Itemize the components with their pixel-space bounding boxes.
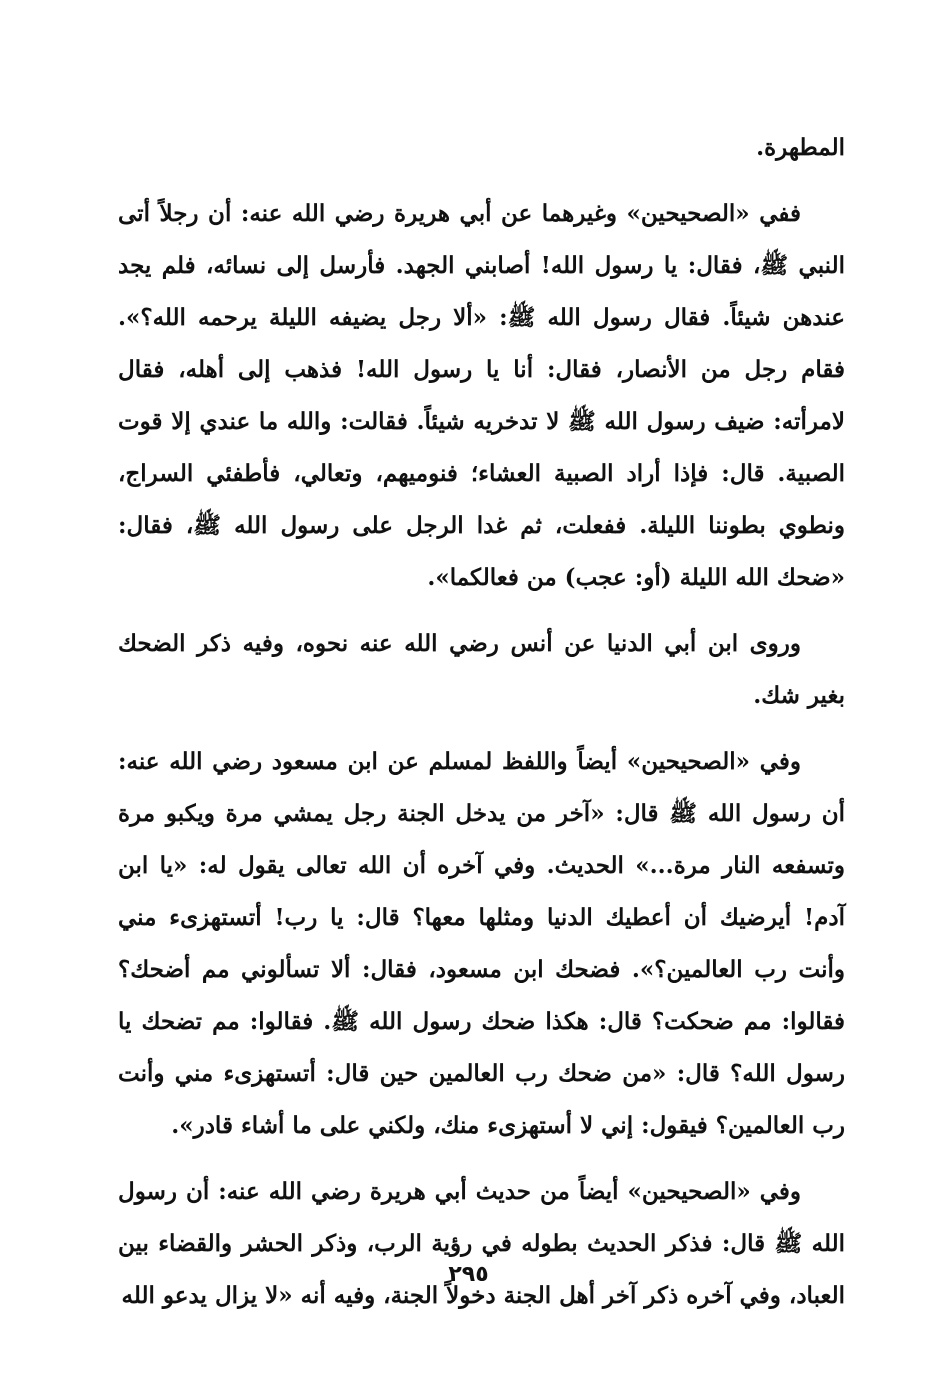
paragraph-continuation: المطهرة.	[756, 134, 845, 161]
paragraph-abu-hurayra: وفي «الصحيحين» أيضاً من حديث أبي هريرة رضي الله عنه: أن رسول الله ﷺ قال: فذكر الحديث بطوله في رؤية الرب، وذكر الحشر والقضاء بين العباد، وفي آخره ذكر آخر أهل الجنة دخولاً الجنة، وفيه أنه «لا يزال يدعو الله	[118, 1178, 845, 1309]
paragraph-ibn-abi-dunya: وروى ابن أبي الدنيا عن أنس رضي الله عنه نحوه، وفيه ذكر الضحك بغير شك.	[118, 630, 845, 709]
page-number: ٢٩٥	[448, 1262, 489, 1287]
paragraph-hadith-guest: ففي «الصحيحين» وغيرهما عن أبي هريرة رضي الله عنه: أن رجلاً أتى النبي ﷺ، فقال: يا رسول الله! أصابني الجهد. فأرسل إلى نسائه، فلم يجد عندهن شيئاً. فقال رسول الله ﷺ: «ألا رجل يضيفه الليلة يرحمه الله؟». فقام رجل من الأنصار، فقال: أنا يا رسول الله! فذهب إلى أهله، فقال لامرأته: ضيف رسول الله ﷺ لا تدخريه شيئاً. فقالت: والله ما عندي إلا قوت الصبية. قال: فإذا أراد الصبية العشاء؛ فنوميهم، وتعالي، فأطفئي السراج، ونطوي بطوننا الليلة. ففعلت، ثم غدا الرجل على رسول الله ﷺ، فقال: «ضحك الله الليلة (أو: عجب) من فعالكما».	[118, 200, 845, 591]
paragraph-ibn-masud: وفي «الصحيحين» أيضاً واللفظ لمسلم عن ابن مسعود رضي الله عنه: أن رسول الله ﷺ قال: «آخر من يدخل الجنة رجل يمشي مرة ويكبو مرة وتسفعه النار مرة...» الحديث. وفي آخره أن الله تعالى يقول له: «يا ابن آدم! أيرضيك أن أعطيك الدنيا ومثلها معها؟ قال: يا رب! أتستهزىء مني وأنت رب العالمين؟». فضحك ابن مسعود، فقال: ألا تسألوني مم أضحك؟ فقالوا: مم ضحكت؟ قال: هكذا ضحك رسول الله ﷺ. فقالوا: مم تضحك يا رسول الله؟ قال: «من ضحك رب العالمين حين قال: أتستهزىء مني وأنت رب العالمين؟ فيقول: إني لا أستهزىء منك، ولكني على ما أشاء قادر».	[118, 748, 845, 1139]
body-text	[118, 122, 845, 1322]
